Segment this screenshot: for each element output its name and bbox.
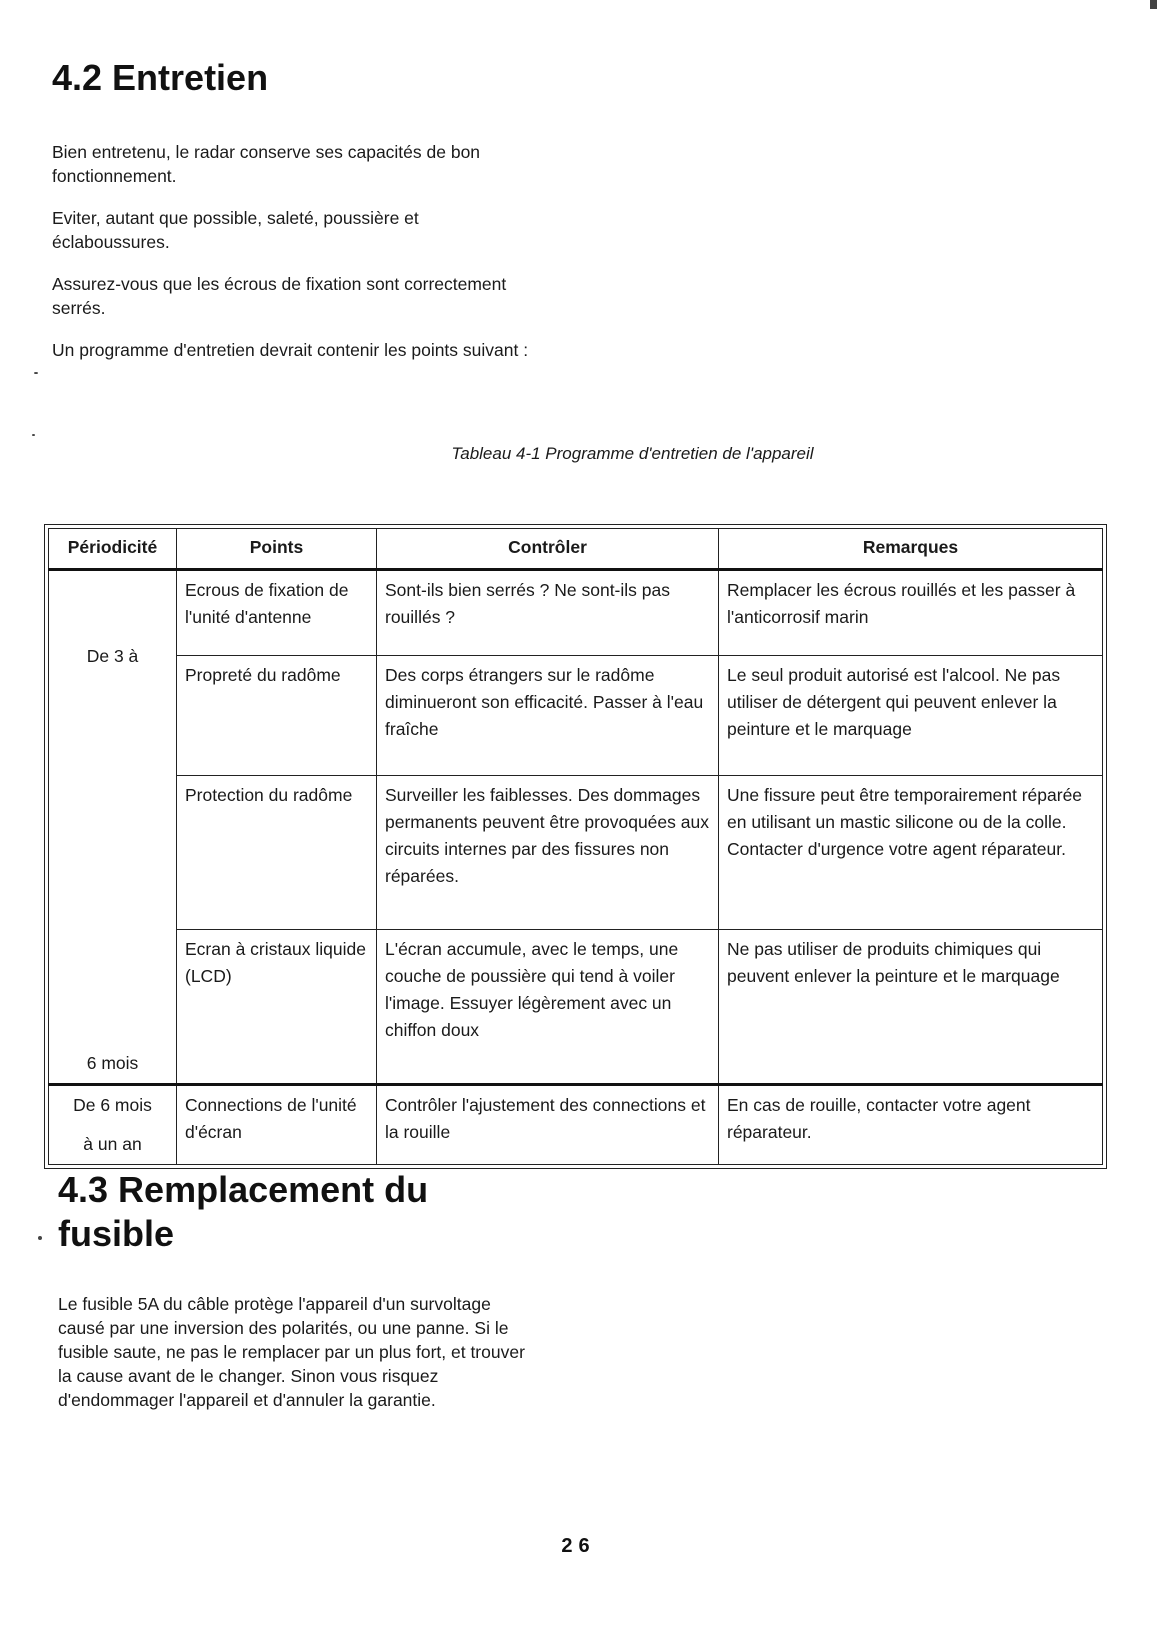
- table-caption-text: Tableau 4-1 Programme d'entretien de l'appareil: [451, 444, 814, 463]
- point-cell: Ecran à cristaux liquide (LCD): [177, 929, 377, 1084]
- check-cell: Surveiller les faiblesses. Des dommages permanents peuvent être provoquées aux circuits internes par des fissures non réparées.: [377, 775, 719, 929]
- header-periodicite: Périodicité: [49, 529, 177, 570]
- check-cell: Des corps étrangers sur le radôme diminueront son efficacité. Passer à l'eau fraîche: [377, 656, 719, 776]
- paragraph-program-points: Un programme d'entretien devrait contenir les points suivant :: [52, 340, 529, 360]
- scan-speck: [38, 1236, 42, 1240]
- table-caption: [0, 444, 1157, 464]
- period-2-line2: à un an: [83, 1134, 142, 1154]
- scan-mark: [1150, 0, 1157, 9]
- point-cell: Connections de l'unité d'écran: [177, 1085, 377, 1165]
- check-cell: Contrôler l'ajustement des connections et la rouille: [377, 1085, 719, 1165]
- section-title-fusible: [58, 1168, 428, 1256]
- paragraph-maintenance-intro: Bien entretenu, le radar conserve ses capacités de bon fonctionnement.: [52, 142, 481, 186]
- table-row: [49, 570, 1103, 656]
- check-cell: L'écran accumule, avec le temps, une couche de poussière qui tend à voiler l'image. Essuyer légèrement avec un chiffon doux: [377, 929, 719, 1084]
- table-row: [49, 1085, 1103, 1165]
- table-row: [49, 656, 1103, 776]
- remark-cell: En cas de rouille, contacter votre agent réparateur.: [719, 1085, 1103, 1165]
- section-title-fusible-line2: fusible: [58, 1213, 175, 1254]
- table-header-row: [49, 529, 1103, 570]
- period-2-line1: De 6 mois: [73, 1095, 152, 1115]
- header-points: Points: [177, 529, 377, 570]
- paragraph-avoid-dirt: Eviter, autant que possible, saleté, poussière et éclaboussures.: [52, 208, 419, 252]
- header-controler: Contrôler: [377, 529, 719, 570]
- remark-cell: Ne pas utiliser de produits chimiques qui peuvent enlever la peinture et le marquage: [719, 929, 1103, 1084]
- period-cell-3-6-months: [49, 570, 177, 1085]
- period-end-label: 6 mois: [86, 1053, 139, 1073]
- remark-cell: Remplacer les écrous rouillés et les passer à l'anticorrosif marin: [719, 570, 1103, 656]
- page-number: 26: [561, 1535, 596, 1557]
- check-cell: Sont-ils bien serrés ? Ne sont-ils pas rouillés ?: [377, 570, 719, 656]
- scan-speck: [34, 372, 38, 374]
- header-remarques: Remarques: [719, 529, 1103, 570]
- point-cell: Ecrous de fixation de l'unité d'antenne: [177, 570, 377, 656]
- section-title-entretien: 4.2 Entretien: [52, 57, 269, 98]
- scan-speck: [32, 434, 35, 436]
- maintenance-table: [48, 528, 1103, 1165]
- period-cell-6-12-months: [49, 1085, 177, 1165]
- section-title-fusible-line1: 4.3 Remplacement du: [58, 1169, 429, 1210]
- table-row: [49, 929, 1103, 1084]
- table-row: [49, 775, 1103, 929]
- point-cell: Protection du radôme: [177, 775, 377, 929]
- period-start-label: De 3 à: [86, 646, 139, 666]
- remark-cell: Une fissure peut être temporairement réparée en utilisant un mastic silicone ou de la colle. Contacter d'urgence votre agent réparateur.: [719, 775, 1103, 929]
- paragraph-fuse-replacement: Le fusible 5A du câble protège l'appareil d'un survoltage causé par une inversion des polarités, ou une panne. Si le fusible saute, ne pas le remplacer par un plus fort, et trouver la cause avant de le changer. Sinon vous risquez d'endommager l'appareil et d'annuler la garantie.: [58, 1294, 525, 1410]
- point-cell: Propreté du radôme: [177, 656, 377, 776]
- remark-cell: Le seul produit autorisé est l'alcool. Ne pas utiliser de détergent qui peuvent enlever la peinture et le marquage: [719, 656, 1103, 776]
- paragraph-nuts-tightened: Assurez-vous que les écrous de fixation sont correctement serrés.: [52, 274, 507, 318]
